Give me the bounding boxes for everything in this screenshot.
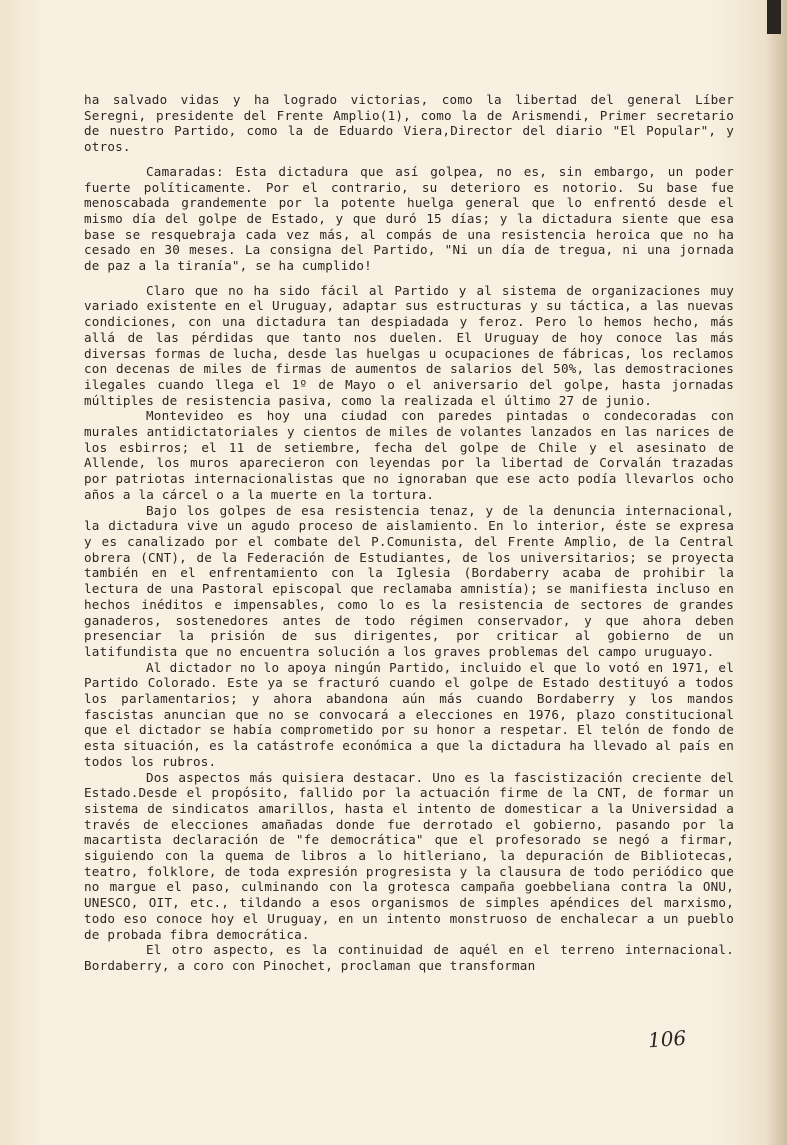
binding-shadow (765, 0, 787, 1145)
paragraph-1: ha salvado vidas y ha logrado victorias, como la libertad del general Líber Seregni, presidente del Frente Amplio(1), como la de Arismendi, Primer secretario de nuestro Partido, como la de Eduardo Viera,Director del diario "El Popular", y otros. (84, 92, 734, 155)
body-text (84, 92, 734, 974)
page-number: 106 (647, 1025, 687, 1053)
paragraph-6: Al dictador no lo apoya ningún Partido, incluido el que lo votó en 1971, el Partido Colorado. Este ya se fracturó cuando el golpe de Estado destituyó a todos los parlamentarios; y ahora abandona aún más cuando Bordaberry y los mandos fascistas anuncian que no se convocará a elecciones en 1976, plazo constitucional que el dictador se había comprometido por su honor a respetar. El telón de fondo de esta situación, es la catástrofe económica a que la dictadura ha llevado al país en todos los rubros. (84, 659, 734, 769)
paragraph-2: Camaradas: Esta dictadura que así golpea, no es, sin embargo, un poder fuerte políticamente. Por el contrario, su deterioro es notorio. Su base fue menoscabada grandemente por la potente huelga general que lo enfrentó desde el mismo día del golpe de Estado, y que duró 15 días; y la dictadura siente que esa base se resquebraja cada vez más, al compás de una resistencia heroica que no ha cesado en 30 meses. La consigna del Partido, "Ni un día de tregua, ni una jornada de paz a la tiranía", se ha cumplido! (84, 163, 734, 274)
paragraph-5: Bajo los golpes de esa resistencia tenaz, y de la denuncia internacional, la dictadura vive un agudo proceso de aislamiento. En lo interior, éste se expresa y es canalizado por el combate del P.Comunista, del Frente Amplio, de la Central obrera (CNT), de la Federación de Estudiantes, de los universitarios; se proyecta también en el enfrentamiento con la Iglesia (Bordaberry acaba de prohibir la lectura de una Pastoral episcopal que reclamaba amnistía); se manifiesta incluso en hechos inéditos e impensables, como lo es la resistencia de sectores de grandes ganaderos, sostenedores antes de todo régimen conservador, y que ahora deben presenciar la prisión de sus dirigentes, por criticar al gobierno de un latifundista que no encuentra solución a los graves problemas del campo uruguayo. (84, 502, 734, 659)
page-edge-mark (767, 0, 781, 34)
paragraph-8: El otro aspecto, es la continuidad de aquél en el terreno internacional. Bordaberry, a coro con Pinochet, proclaman que transforman (84, 942, 734, 973)
paragraph-7: Dos aspectos más quisiera destacar. Uno es la fascistización creciente del Estado.Desde el propósito, fallido por la actuación firme de la CNT, de formar un sistema de sindicatos amarillos, hasta el intento de domesticar a la Universidad a través de elecciones amañadas donde fue derrotado el gobierno, pasando por la macartista declaración de "fe democrática" que el profesorado se negó a firmar, siguiendo con la quema de libros a lo hitleriano, la depuración de Bibliotecas, teatro, folklore, de toda expresión progresista y la clausura de todo periódico que no margue el paso, culminando con la grotesca campaña goebbeliana contra la ONU, UNESCO, OIT, etc., tildando a esos organismos de simples apéndices del marxismo, todo eso conoce hoy el Uruguay, en un intento monstruoso de enchalecar a un pueblo de probada fibra democrática. (84, 769, 734, 942)
paragraph-4: Montevideo es hoy una ciudad con paredes pintadas o condecoradas con murales antidictatoriales y cientos de miles de volantes lanzados en las narices de los esbirros; el 11 de setiembre, fecha del golpe de Chile y el asesinato de Allende, los muros aparecieron con leyendas por la libertad de Corvalán trazadas por patriotas internacionalistas que no ignoraban que ese acto podía llevarlos ocho años a la cárcel o a la muerte en la tortura. (84, 408, 734, 502)
paragraph-3: Claro que no ha sido fácil al Partido y al sistema de organizaciones muy variado existente en el Uruguay, adaptar sus estructuras y su táctica, a las nuevas condiciones, con una dictadura tan despiadada y feroz. Pero lo hemos hecho, más allá de las pérdidas que tanto nos duelen. El Uruguay de hoy conoce las más diversas formas de lucha, desde las huelgas u ocupaciones de fábricas, los reclamos con decenas de miles de firmas de aumentos de salarios del 50%, las demostraciones ilegales cuando llega el 1º de Mayo o el aniversario del golpe, hasta jornadas múltiples de resistencia pasiva, como la realizada el último 27 de junio. (84, 282, 734, 408)
